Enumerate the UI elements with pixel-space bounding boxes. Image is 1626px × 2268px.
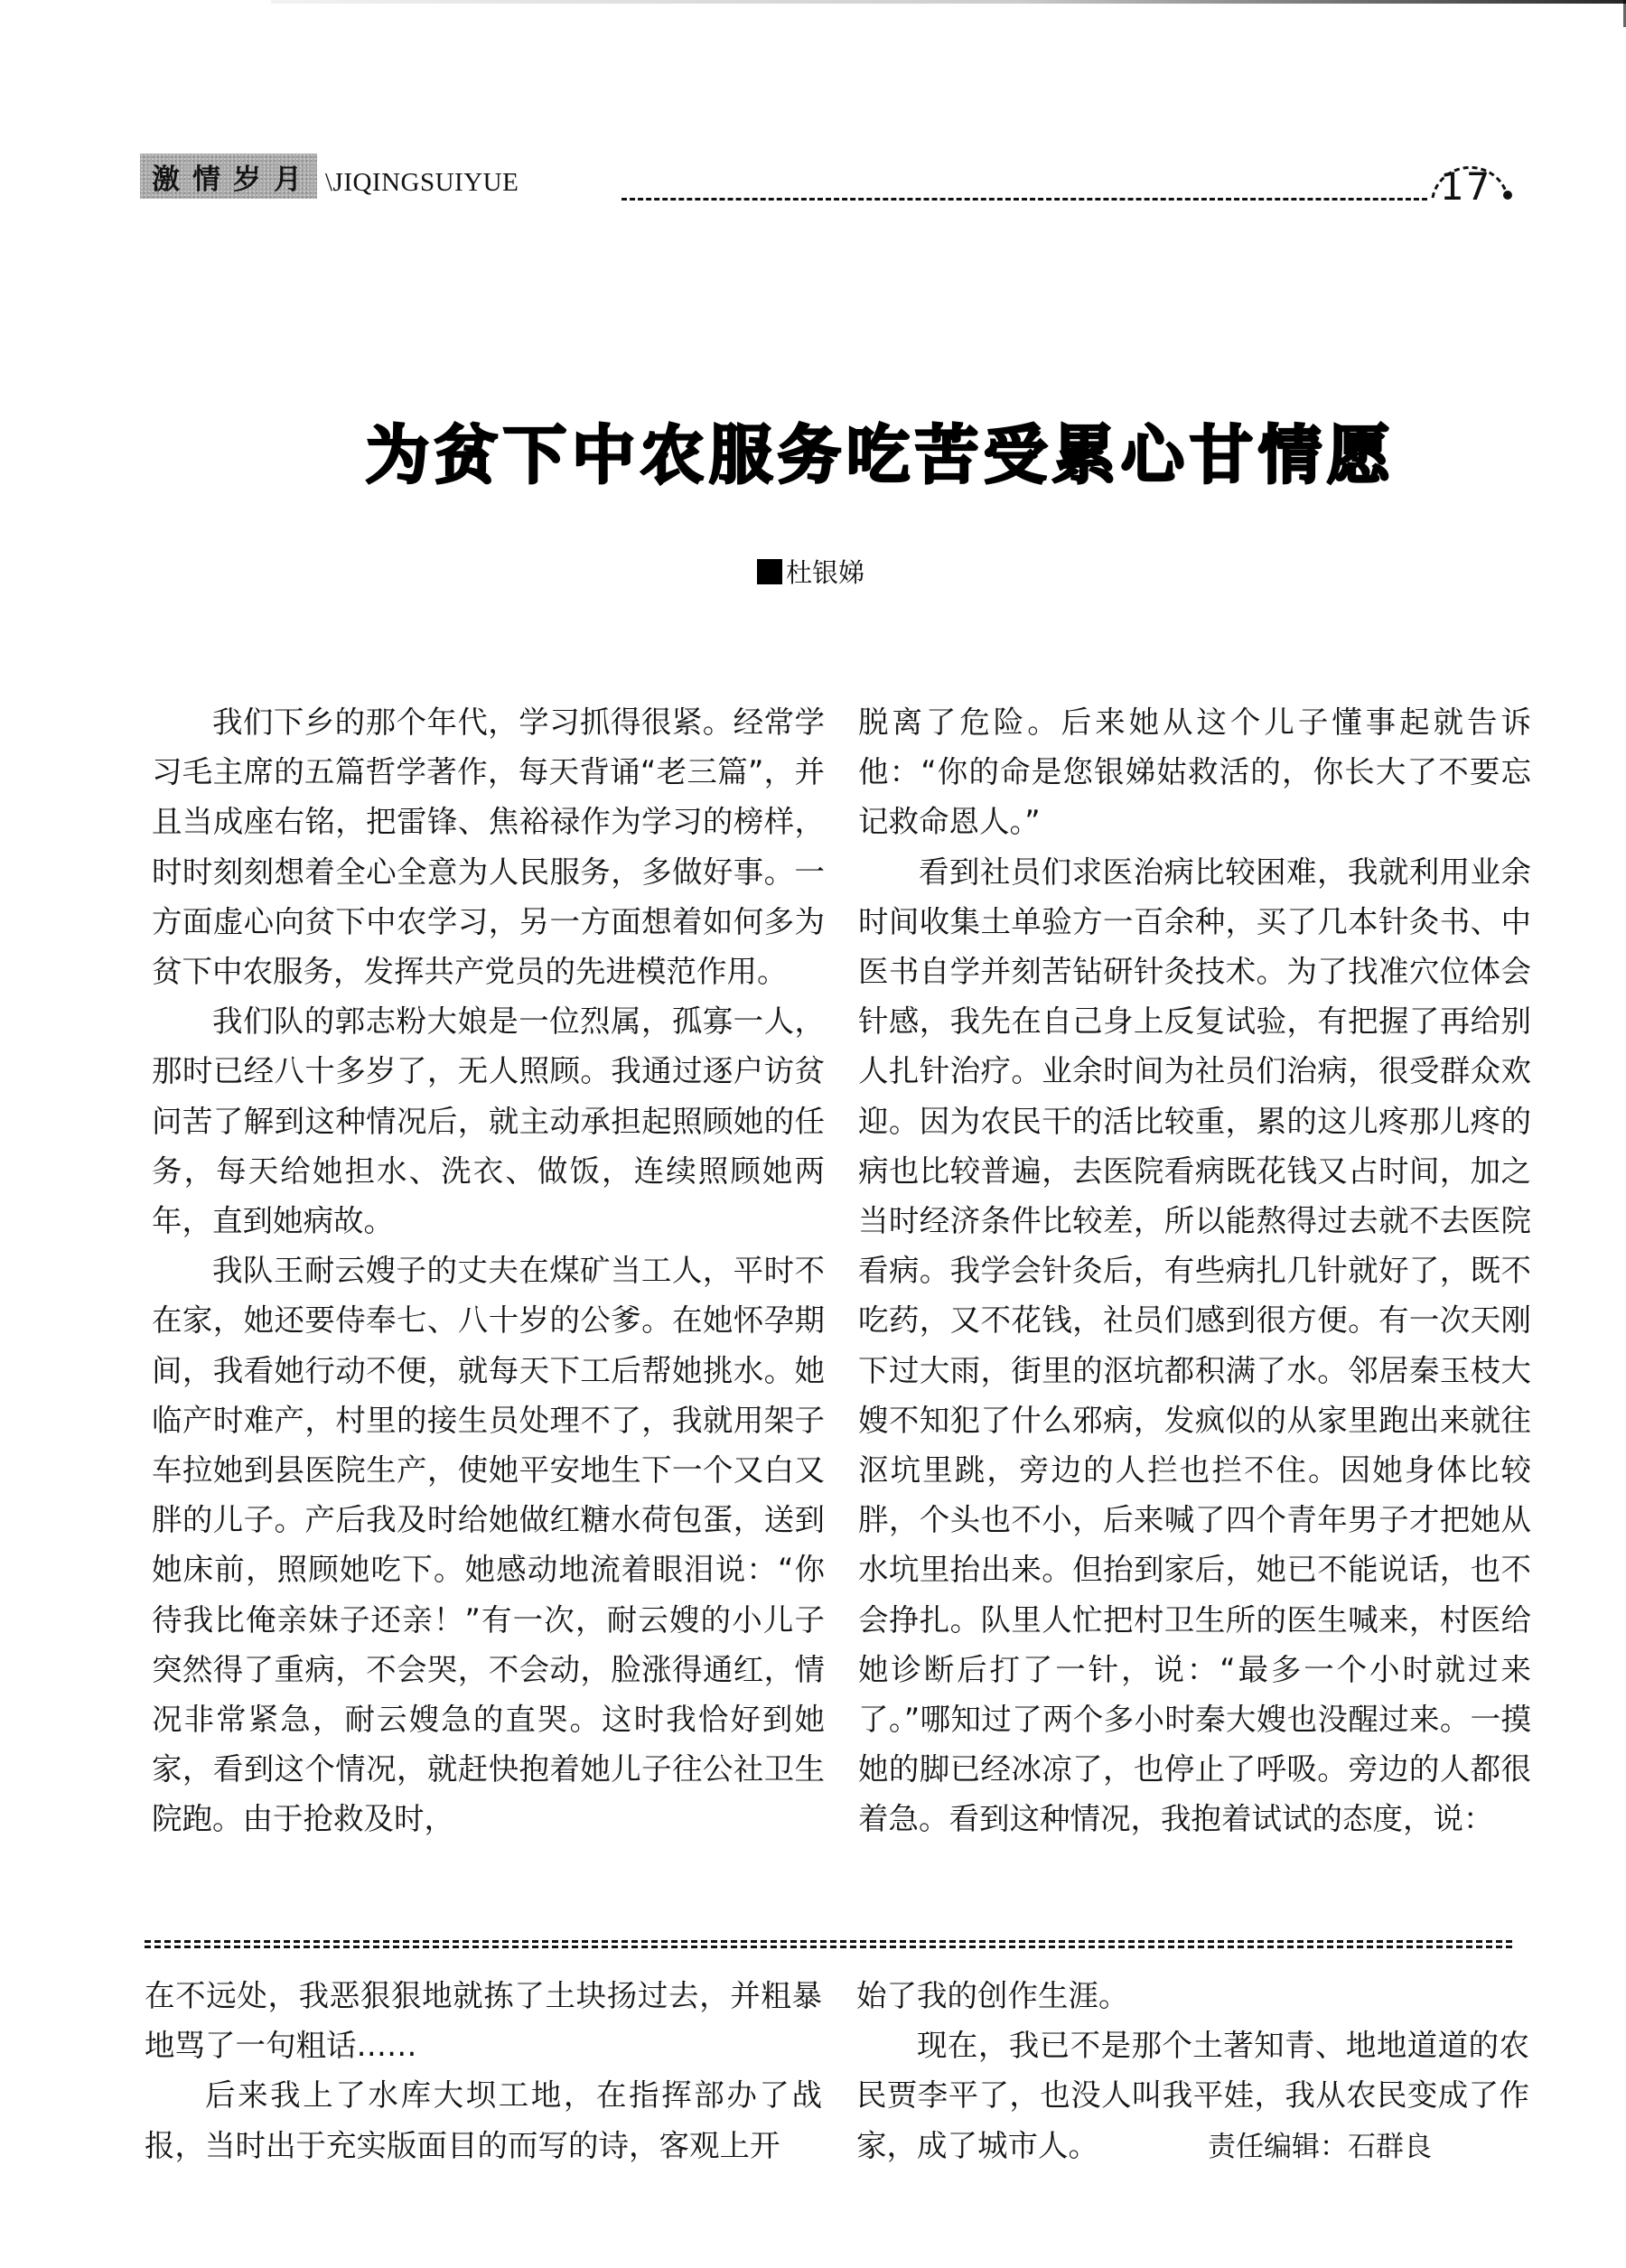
page-number: 17 bbox=[1440, 164, 1492, 209]
paragraph: 始了我的创作生涯。 bbox=[856, 1978, 1129, 2013]
article-column-left bbox=[152, 697, 825, 1844]
editor-credit: 责任编辑：石群良 bbox=[1208, 2130, 1432, 2163]
byline-square-icon bbox=[757, 559, 782, 584]
page-number-badge bbox=[1420, 154, 1518, 208]
section-tag: 激情岁月 bbox=[140, 154, 317, 199]
header-dotted-rule bbox=[621, 198, 1427, 201]
paragraph-text: 现在，我已不是那个土著知青、地地道道的农民贾李平了，也没人叫我平娃，我从农民变成了作家，成了城市人。 bbox=[856, 2028, 1529, 2163]
article-title: 为贫下中农服务吃苦受累心甘情愿 bbox=[366, 418, 1396, 492]
paragraph: 看到社员们求医治病比较困难，我就利用业余时间收集土单验方一百余种，买了几本针灸书、中医书自学并刻苦钻研针灸技术。为了找准穴位体会针感，我先在自己身上反复试验，有把握了再给别人扎针治疗。业余时间为社员们治病，很受群众欢迎。因为农民干的活比较重，累的这儿疼那儿疼的病也比较普遍，去医院看病既花钱又占时间，加之当时经济条件比较差，所以能熬得过去就不去医院看病。我学会针灸后，有些病扎几针就好了，既不吃药，又不花钱，社员们感到很方便。有一次天刚下过大雨，街里的沤坑都积满了水。邻居秦玉枝大嫂不知犯了什么邪病，发疯似的从家里跑出来就往沤坑里跳，旁边的人拦也拦不住。因她身体比较胖，个头也不小，后来喊了四个青年男子才把她从水坑里抬出来。但抬到家后，她已不能说话，也不会挣扎。队里人忙把村卫生所的医生喊来，村医给她诊断后打了一针，说：“最多一个小时就过来了。”哪知过了两个多小时秦大嫂也没醒过来。一摸她的脚已经冰凉了，也停止了呼吸。旁边的人都很着急。看到这种情况，我抱着试试的态度，说： bbox=[858, 854, 1531, 1837]
scan-edge-top bbox=[271, 0, 1626, 4]
byline bbox=[757, 553, 864, 590]
paragraph: 我们队的郭志粉大娘是一位烈属，孤寡一人，那时已经八十多岁了，无人照顾。我通过逐户访贫问苦了解到这种情况后，就主动承担起照顾她的任务，每天给她担水、洗衣、做饭，连续照顾她两年，直到她病故。 bbox=[152, 1003, 825, 1239]
continued-column-left bbox=[145, 1971, 822, 2170]
continued-column-right bbox=[856, 1971, 1529, 2172]
paragraph: 我们下乡的那个年代，学习抓得很紧。经常学习毛主席的五篇哲学著作，每天背诵“老三篇”，并且当成座右铭，把雷锋、焦裕禄作为学习的榜样，时时刻刻想着全心全意为人民服务，多做好事。一方面虚心向贫下中农学习，另一方面想着如何多为贫下中农服务，发挥共产党员的先进模范作用。 bbox=[152, 705, 825, 990]
paragraph-final bbox=[856, 2021, 1529, 2172]
section-pinyin: \JIQINGSUIYUE bbox=[325, 168, 519, 197]
paragraph: 在不远处，我恶狠狠地就拣了土块扬过去，并粗暴地骂了一句粗话…… bbox=[145, 1978, 822, 2064]
paragraph: 后来我上了水库大坝工地，在指挥部办了战报，当时出于充实版面目的而写的诗，客观上开 bbox=[145, 2077, 822, 2163]
article-column-right bbox=[858, 697, 1531, 1844]
author-name: 杜银娣 bbox=[786, 557, 865, 588]
article-separator bbox=[145, 1940, 1513, 1949]
paragraph: 我队王耐云嫂子的丈夫在煤矿当工人，平时不在家，她还要侍奉七、八十岁的公爹。在她怀孕期间，我看她行动不便，就每天下工后帮她挑水。她临产时难产，村里的接生员处理不了，我就用架子车拉她到县医院生产，使她平安地生下一个又白又胖的儿子。产后我及时给她做红糖水荷包蛋，送到她床前，照顾她吃下。她感动地流着眼泪说：“你待我比俺亲妹子还亲！”有一次，耐云嫂的小儿子突然得了重病，不会哭，不会动，脸涨得通红，情况非常紧急，耐云嫂急的直哭。这时我恰好到她家，看到这个情况，就赶快抱着她儿子往公社卫生院跑。由于抢救及时， bbox=[152, 1253, 825, 1837]
paragraph: 脱离了危险。后来她从这个儿子懂事起就告诉他：“你的命是您银娣姑救活的，你长大了不要忘记救命恩人。” bbox=[858, 705, 1531, 840]
